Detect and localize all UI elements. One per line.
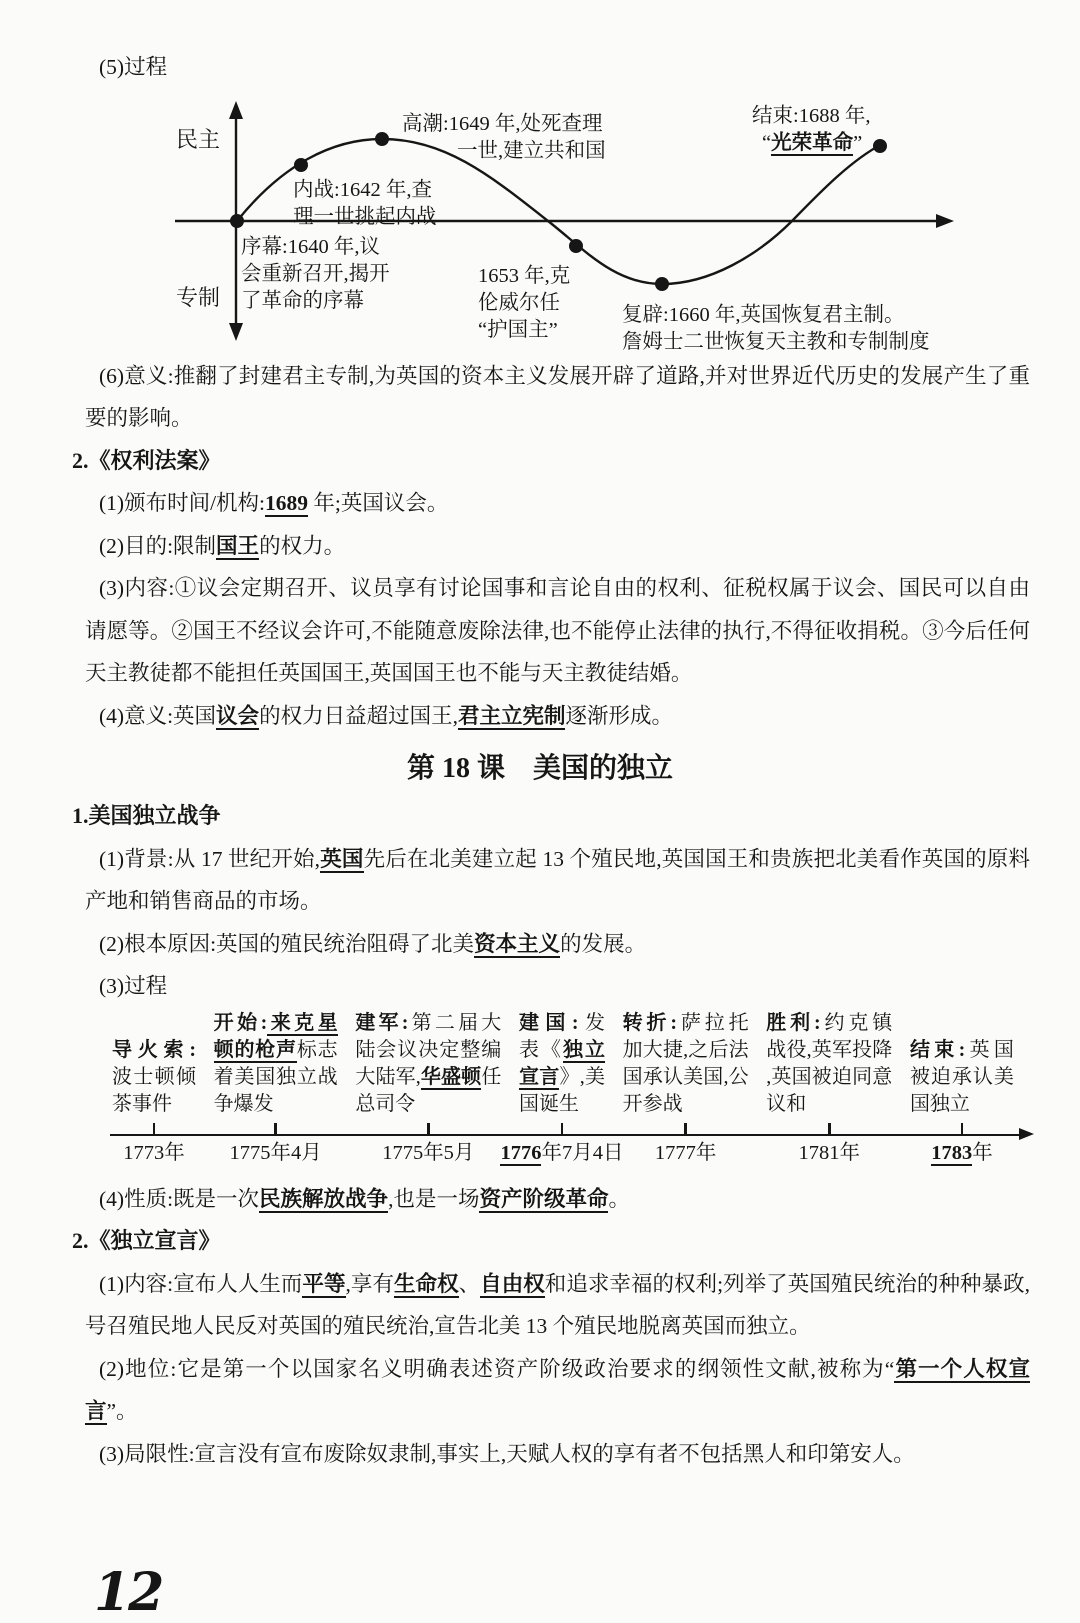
text-segment: 的发展。 [560,931,647,956]
declaration-item-content [85,1263,1030,1348]
key-term: 议会 [216,703,260,728]
label-line: 复辟:1660 年,英国恢复君主制。 [622,303,905,326]
text-segment: 萨拉托加大捷,之后法国承认美国,公开参战 [622,1011,749,1115]
y-axis-bottom-arrow [229,323,243,341]
text-segment: “ [762,131,772,154]
declaration-heading [72,1220,1080,1263]
dot-civil-war-1642 [294,158,308,172]
war-item-nature [85,1178,1030,1221]
y-axis-top-arrow [229,101,243,119]
text-segment: 的权力日益超过国王, [259,703,458,728]
key-term: 华盛顿 [420,1065,482,1088]
timeline-columns [112,1010,1014,1170]
text-segment: 任总司令 [355,1065,502,1115]
dot-protector-1653 [569,239,583,253]
bill-item-purpose [85,525,1030,568]
timeline-col-founding [500,1010,624,1170]
label-line [752,130,870,157]
key-term: 君主立宪制 [457,703,566,728]
label-climax-1649 [402,111,606,165]
timeline-col-start [214,1010,338,1170]
text-segment: 约克镇战役,英军投降,英国被迫同意议和 [766,1011,893,1115]
text-segment: (2)地位:它是第一个以国家名义明确表述资产阶级政治要求的纲领性文献,被称为“ [99,1356,895,1381]
declaration-item-limitation: (3)局限性:宣言没有宣布废除奴隶制,事实上,天赋人权的享有者不包括黑人和印第安人。 [99,1441,915,1466]
label-line: 一世,建立共和国 [457,139,606,162]
war-process-label: (3)过程 [99,974,168,998]
timeline-date: 1777年 [654,1141,717,1164]
timeline-axis [110,1134,1020,1136]
war-item-root-cause [85,923,1030,966]
label-line: 理一世挑起内战 [293,205,437,228]
text-segment: 先后在北美建立起 13 个殖民地,英国国王和贵族把北美看作英国的原料产地和销售商品的市场。 [85,846,1030,913]
key-term: 第一个人权宣言 [85,1356,1030,1423]
declaration-item-status [85,1348,1030,1433]
heading-number: 2. [72,1228,89,1253]
label-line: 内战:1642 年,查 [293,178,432,201]
text-segment: 标志着美国独立战争爆发 [213,1038,338,1115]
text-segment: 第二届大陆会议决定整编大陆军, [355,1011,502,1088]
text-segment: (2)根本原因:英国的殖民统治阻碍了北美 [99,931,475,956]
label-end-1688 [752,103,870,157]
heading-number: 2. [72,447,89,473]
war-item-background [85,838,1030,923]
text-segment: 发表《 [518,1011,605,1061]
bill-item-time [85,482,1030,525]
text-segment: 、 [458,1271,481,1296]
label-line: 高潮:1649 年,处死查理 [402,112,603,135]
text-segment: 年 [972,1141,993,1164]
timeline-date: 1775年4月 [229,1141,322,1164]
timeline-keyword: 建军: [355,1011,409,1034]
text-segment: ,也是一场 [388,1186,480,1211]
label-line: 了革命的序幕 [241,289,364,312]
label-civil-war-1642 [293,177,437,231]
timeline-col-fuse [112,1037,196,1170]
timeline-desc [355,1010,501,1118]
text-segment: (4)性质:既是一次 [99,1186,260,1211]
label-protector-1653 [478,263,570,344]
timeline-desc [214,1010,338,1118]
timeline-keyword: 建国: [518,1011,579,1034]
independence-war-timeline [112,1010,1014,1170]
text-segment: 英国被迫承认美国独立 [909,1038,1014,1115]
timeline-date: 1775年5月 [382,1141,475,1164]
key-term: 平等 [302,1271,346,1296]
text-segment: 逐渐形成。 [565,703,673,728]
label-line: “护国主” [478,318,558,341]
key-term: 1783 [931,1141,973,1164]
timeline-keyword: 开始: [213,1011,268,1034]
bill-item-meaning [85,695,1030,738]
text-segment: ” [853,131,863,154]
timeline-keyword: 转折: [622,1011,678,1034]
axis-label-democracy: 民主 [176,126,221,152]
timeline-desc [112,1037,196,1118]
key-term: 生命权 [394,1271,459,1296]
text-segment: (1)颁布时间/机构: [99,491,266,515]
timeline-desc [766,1010,892,1118]
label-prologue-1640 [241,234,390,315]
key-term: 英国 [320,846,364,871]
heading-title: 美国独立战争 [88,803,221,828]
timeline-keyword: 导火索: [112,1038,196,1061]
label-line: 会重新召开,揭开 [241,262,390,285]
timeline-desc [623,1010,749,1118]
axis-label-autocracy: 专制 [176,284,221,310]
label-line: 伦威尔任 [478,291,560,314]
text-segment: ”。 [106,1399,138,1423]
label-restoration-1660 [622,302,930,356]
lesson-18-title: 第 18 课 美国的独立 [406,753,673,784]
heading-title: 《权利法案》 [88,447,221,473]
dot-prologue-1640 [230,214,244,228]
timeline-keyword: 结束: [909,1038,966,1061]
timeline-date [500,1136,623,1170]
timeline-col-turning-point [623,1010,749,1170]
label-line: 詹姆士二世恢复天主教和专制制度 [622,330,930,353]
text-segment: (1)背景:从 17 世纪开始, [99,846,321,871]
timeline-col-end [910,1037,1014,1170]
key-term: 自由权 [480,1271,545,1296]
dot-climax-1649 [375,132,389,146]
timeline-desc [519,1010,605,1118]
label-line: 序幕:1640 年,议 [241,235,380,258]
text-segment: 波士顿倾茶事件 [112,1065,196,1115]
label-line: 1653 年,克 [478,264,571,287]
key-term: 1776 [500,1141,542,1164]
timeline-keyword: 胜利: [766,1011,821,1034]
timeline-desc [910,1037,1014,1118]
timeline-date [931,1136,993,1170]
page-number: 12 [94,1562,163,1623]
heading-title: 《独立宣言》 [88,1228,221,1253]
key-term: 国王 [216,533,260,558]
revolution-meaning: (6)意义:推翻了封建君主专制,为英国的资本主义发展开辟了道路,并对世界近代历史的发展产生了重要的影响。 [85,363,1030,430]
key-term: 1689 [265,491,309,515]
text-segment: (4)意义:英国 [99,703,217,728]
heading-number: 1. [72,803,89,828]
text-segment: ,享有 [345,1271,394,1296]
bill-item-content: (3)内容:①议会定期召开、议员享有讨论国事和言论自由的权利、征税权属于议会、国民可以自由请愿等。②国王不经议会许可,不能随意废除法律,也不能停止法律的执行,不得征收捐税。③今后任何天主教徒都不能担任英国国王,英国国王也不能与天主教徒结婚。 [85,576,1030,685]
dot-end-1688 [873,139,887,153]
key-term: 资本主义 [474,931,561,956]
text-segment: (2)目的:限制 [99,533,217,558]
x-axis-arrow [936,214,954,228]
text-segment: 。 [608,1186,630,1211]
textbook-page [0,46,1080,1623]
text-segment: 年;英国议会。 [308,491,449,515]
text-segment: 的权力。 [259,533,346,558]
label-line: 结束:1688 年, [752,104,871,127]
timeline-col-army [355,1010,501,1170]
independence-war-heading [72,795,1080,838]
text-segment: 年7月4日 [541,1141,624,1164]
process-5-label: (5)过程 [99,55,168,79]
text-segment: 和追求幸福的权利;列举了英国殖民统治的种种暴政,号召殖民地人民反对英国的殖民统治,宣告北美 13 个殖民地脱离英国而独立。 [85,1271,1030,1338]
key-term: 民族解放战争 [259,1186,389,1211]
key-term: 来克星顿的枪声 [213,1011,338,1061]
timeline-date: 1781年 [798,1141,861,1164]
key-term: 独立宣言 [518,1038,605,1088]
text-segment: (1)内容:宣布人人生而 [99,1271,303,1296]
text-segment: 》,美国诞生 [518,1065,605,1115]
english-revolution-curve-diagram [0,93,1080,353]
dot-restoration-1660 [655,277,669,291]
bill-of-rights-heading [72,440,1080,483]
timeline-date: 1773年 [123,1141,185,1164]
timeline-col-victory [766,1010,892,1170]
key-term: 资产阶级革命 [479,1186,609,1211]
key-term: 光荣革命 [771,131,854,154]
